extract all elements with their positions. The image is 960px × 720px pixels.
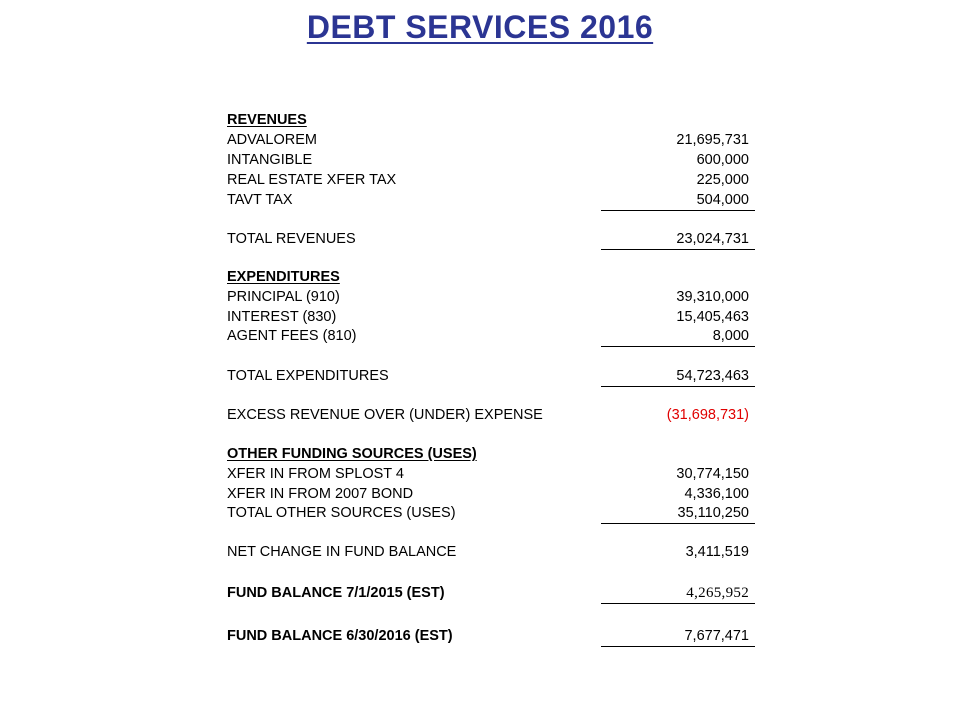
row-value: 225,000 [696,172,749,188]
row-value: 3,411,519 [685,544,749,560]
row-value: 35,110,250 [677,505,749,521]
row-value: 600,000 [696,152,749,168]
statement-row [227,366,757,386]
statement-row [227,229,757,249]
statement-row [227,267,757,287]
statement-row [227,583,757,603]
statement-row [227,307,757,327]
page-title-text: DEBT SERVICES 2016 [306,9,654,45]
statement-row [227,326,757,346]
row-label: TOTAL EXPENDITURES [227,368,389,384]
statement-row [227,190,757,210]
row-label: REVENUES [227,112,307,128]
row-label: NET CHANGE IN FUND BALANCE [227,544,457,560]
row-label: TOTAL OTHER SOURCES (USES) [227,505,456,521]
row-label: EXPENDITURES [227,269,340,285]
row-label: EXCESS REVENUE OVER (UNDER) EXPENSE [227,407,543,423]
row-label: TOTAL REVENUES [227,231,356,247]
statement-row [227,170,757,190]
row-label: FUND BALANCE 7/1/2015 (EST) [227,585,445,601]
row-label: XFER IN FROM 2007 BOND [227,486,414,502]
statement-row [227,150,757,170]
row-value: 4,336,100 [684,486,749,502]
row-value: 504,000 [696,192,749,208]
row-label: INTEREST (830) [227,309,337,325]
row-value: 23,024,731 [676,231,749,247]
row-value: 15,405,463 [676,309,749,325]
statement-row [227,542,757,562]
statement-row [227,503,757,523]
row-value: (31,698,731) [666,407,749,423]
row-value: 4,265,952 [686,585,749,601]
row-label: XFER IN FROM SPLOST 4 [227,466,404,482]
row-value: 39,310,000 [676,289,749,305]
statement-row [227,110,757,130]
row-value: 54,723,463 [676,368,749,384]
row-value: 21,695,731 [676,132,749,148]
statement-row [227,405,757,425]
row-label: PRINCIPAL (910) [227,289,340,305]
row-value: 7,677,471 [684,628,749,644]
row-label: REAL ESTATE XFER TAX [227,172,397,188]
row-label: FUND BALANCE 6/30/2016 (EST) [227,628,453,644]
statement-row [227,484,757,504]
statement-row [227,287,757,307]
row-label: OTHER FUNDING SOURCES (USES) [227,446,477,462]
row-label: AGENT FEES (810) [227,328,357,344]
statement-row [227,130,757,150]
row-label: ADVALOREM [227,132,317,148]
row-value: 8,000 [712,328,749,344]
statement-row [227,626,757,646]
row-label: INTANGIBLE [227,152,313,168]
statement-row [227,444,757,464]
statement-row [227,464,757,484]
row-value: 30,774,150 [676,466,749,482]
row-label: TAVT TAX [227,192,293,208]
